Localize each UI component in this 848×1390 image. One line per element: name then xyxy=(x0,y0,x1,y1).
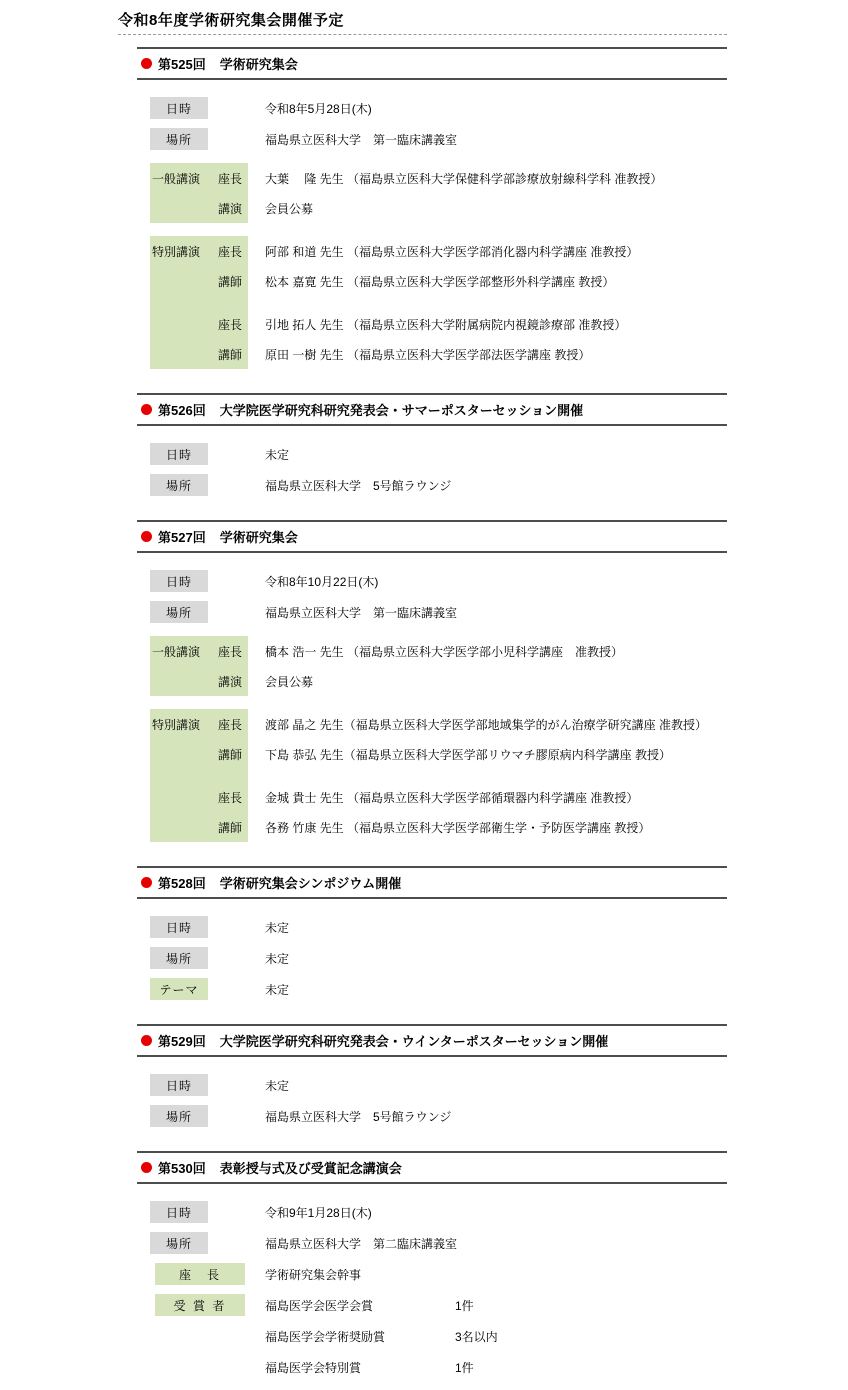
section-title: 学術研究集会 xyxy=(219,57,298,72)
lecture-role: 座長 xyxy=(212,236,248,266)
section-header xyxy=(137,393,727,426)
section-525 xyxy=(137,47,727,381)
row-value: 福島県立医科大学 第一臨床講義室 xyxy=(265,605,458,620)
lecture-role: 座長 xyxy=(212,636,248,666)
lecture-entry-text: 渡部 晶之 先生（福島県立医科大学医学部地域集学的がん治療学研究講座 准教授） xyxy=(265,717,708,732)
detail-row-place xyxy=(137,1232,727,1254)
section-number: 第529回 xyxy=(158,1034,206,1049)
row-value: 福島県立医科大学 5号館ラウンジ xyxy=(265,478,452,493)
lecture-row xyxy=(137,309,727,339)
red-bullet-icon xyxy=(141,877,152,888)
detail-row-chair xyxy=(137,1263,727,1285)
lecture-entry-text: 松本 嘉寛 先生 （福島県立医科大学医学部整形外科学講座 教授） xyxy=(265,274,615,289)
lecture-block-special xyxy=(137,236,727,369)
section-header xyxy=(137,1151,727,1184)
detail-row-place xyxy=(137,474,727,496)
row-value: 学術研究集会幹事 xyxy=(265,1267,362,1282)
lecture-entry-text: 下島 恭弘 先生（福島県立医科大学医学部リウマチ膠原病内科学講座 教授） xyxy=(265,747,672,762)
red-bullet-icon xyxy=(141,531,152,542)
lecture-category-fill xyxy=(150,193,212,223)
row-label: 場所 xyxy=(150,474,208,496)
lecture-role: 座長 xyxy=(212,709,248,739)
row-label-spacer xyxy=(155,1325,245,1347)
section-title: 大学院医学研究科研究発表会・サマーポスターセッション開催 xyxy=(219,403,584,418)
lecture-role: 講師 xyxy=(212,339,248,369)
red-bullet-icon xyxy=(141,58,152,69)
row-value: 未定 xyxy=(265,951,290,966)
detail-row-date xyxy=(137,570,727,592)
row-label: 場所 xyxy=(150,128,208,150)
row-value: 令和8年5月28日(木) xyxy=(265,101,372,116)
red-bullet-icon xyxy=(141,1162,152,1173)
section-body xyxy=(137,80,727,381)
lecture-row xyxy=(137,266,727,296)
row-value: 未定 xyxy=(265,982,290,997)
row-label: 日時 xyxy=(150,443,208,465)
section-526 xyxy=(137,393,727,508)
section-530 xyxy=(137,1151,727,1390)
award-name: 福島医学会医学会賞 xyxy=(265,1298,374,1313)
section-number: 第527回 xyxy=(158,530,206,545)
row-label: 受 賞 者 xyxy=(155,1294,245,1316)
section-title: 学術研究集会 xyxy=(219,530,298,545)
row-label: テーマ xyxy=(150,978,208,1000)
row-label: 日時 xyxy=(150,1074,208,1096)
lecture-entry-text: 各務 竹康 先生 （福島県立医科大学医学部衛生学・予防医学講座 教授） xyxy=(265,820,651,835)
award-count: 1件 xyxy=(455,1298,474,1313)
document-content xyxy=(137,47,727,1390)
lecture-entry-text: 会員公募 xyxy=(265,674,314,689)
award-row xyxy=(137,1294,727,1316)
lecture-entry-text: 大葉 隆 先生 （福島県立医科大学保健科学部診療放射線科学科 准教授） xyxy=(265,171,663,186)
row-label: 座 長 xyxy=(155,1263,245,1285)
section-title: 表彰授与式及び受賞記念講演会 xyxy=(219,1161,402,1176)
award-row xyxy=(137,1356,727,1378)
lecture-row xyxy=(137,236,727,266)
section-header xyxy=(137,866,727,899)
lecture-category-fill xyxy=(150,309,212,339)
lecture-row xyxy=(137,709,727,739)
detail-row-place xyxy=(137,1105,727,1127)
lecture-block-general xyxy=(137,163,727,223)
detail-row-date xyxy=(137,97,727,119)
award-count: 1件 xyxy=(455,1360,474,1375)
lecture-entry-text: 原田 一樹 先生 （福島県立医科大学医学部法医学講座 教授） xyxy=(265,347,591,362)
lecture-category-fill xyxy=(150,739,212,769)
section-header xyxy=(137,520,727,553)
row-value: 福島県立医科大学 第一臨床講義室 xyxy=(265,132,458,147)
lecture-row xyxy=(137,163,727,193)
row-label: 日時 xyxy=(150,916,208,938)
lecture-role-fill xyxy=(212,769,248,782)
lecture-category-fill xyxy=(150,782,212,812)
lecture-role: 座長 xyxy=(212,782,248,812)
lecture-category-fill xyxy=(150,296,212,309)
lecture-block-special xyxy=(137,709,727,842)
lecture-role: 講演 xyxy=(212,193,248,223)
detail-row-date xyxy=(137,443,727,465)
lecture-row xyxy=(137,739,727,769)
detail-row-date xyxy=(137,1201,727,1223)
section-number: 第528回 xyxy=(158,876,206,891)
red-bullet-icon xyxy=(141,1035,152,1046)
section-body xyxy=(137,899,727,1012)
row-value: 令和8年10月22日(木) xyxy=(265,574,379,589)
lecture-role: 講師 xyxy=(212,739,248,769)
lecture-entry-text: 橋本 浩一 先生 （福島県立医科大学医学部小児科学講座 准教授） xyxy=(265,644,624,659)
section-number: 第530回 xyxy=(158,1161,206,1176)
row-label: 日時 xyxy=(150,1201,208,1223)
detail-row-theme xyxy=(137,978,727,1000)
row-label: 場所 xyxy=(150,601,208,623)
lecture-row-spacer xyxy=(137,769,727,782)
row-value: 令和9年1月28日(木) xyxy=(265,1205,372,1220)
row-label: 場所 xyxy=(150,1232,208,1254)
lecture-category-fill xyxy=(150,339,212,369)
lecture-entry-text: 会員公募 xyxy=(265,201,314,216)
row-value: 未定 xyxy=(265,1078,290,1093)
row-label: 日時 xyxy=(150,570,208,592)
section-527 xyxy=(137,520,727,854)
section-528 xyxy=(137,866,727,1012)
section-body xyxy=(137,1057,727,1139)
section-header xyxy=(137,1024,727,1057)
lecture-category: 一般講演 xyxy=(150,636,212,666)
row-label-spacer xyxy=(155,1356,245,1378)
section-body xyxy=(137,1184,727,1390)
section-header xyxy=(137,47,727,80)
section-title: 学術研究集会シンポジウム開催 xyxy=(219,876,402,891)
detail-row-place xyxy=(137,128,727,150)
lecture-role: 講師 xyxy=(212,812,248,842)
lecture-entry-text: 阿部 和道 先生 （福島県立医科大学医学部消化器内科学講座 准教授） xyxy=(265,244,639,259)
section-529 xyxy=(137,1024,727,1139)
lecture-role: 講師 xyxy=(212,266,248,296)
section-body xyxy=(137,553,727,854)
section-number: 第525回 xyxy=(158,57,206,72)
award-name: 福島医学会学術奨励賞 xyxy=(265,1329,386,1344)
lecture-category-fill xyxy=(150,266,212,296)
lecture-row xyxy=(137,636,727,666)
title-underline xyxy=(118,34,727,35)
lecture-row xyxy=(137,193,727,223)
lecture-category: 特別講演 xyxy=(150,236,212,266)
lecture-category-fill xyxy=(150,666,212,696)
lecture-row-spacer xyxy=(137,296,727,309)
section-number: 第526回 xyxy=(158,403,206,418)
lecture-block-general xyxy=(137,636,727,696)
award-name: 福島医学会特別賞 xyxy=(265,1360,362,1375)
lecture-role-fill xyxy=(212,296,248,309)
lecture-role: 座長 xyxy=(212,163,248,193)
row-label: 場所 xyxy=(150,947,208,969)
lecture-row xyxy=(137,339,727,369)
row-label: 日時 xyxy=(150,97,208,119)
lecture-row xyxy=(137,782,727,812)
lecture-entry-text: 金城 貴士 先生 （福島県立医科大学医学部循環器内科学講座 准教授） xyxy=(265,790,639,805)
lecture-role: 講演 xyxy=(212,666,248,696)
row-value: 福島県立医科大学 5号館ラウンジ xyxy=(265,1109,452,1124)
lecture-category: 一般講演 xyxy=(150,163,212,193)
lecture-role: 座長 xyxy=(212,309,248,339)
lecture-category: 特別講演 xyxy=(150,709,212,739)
row-value: 福島県立医科大学 第二臨床講義室 xyxy=(265,1236,458,1251)
row-value: 未定 xyxy=(265,920,290,935)
detail-row-place xyxy=(137,601,727,623)
section-title: 大学院医学研究科研究発表会・ウインターポスターセッション開催 xyxy=(219,1034,609,1049)
award-row xyxy=(137,1325,727,1347)
section-body xyxy=(137,426,727,508)
detail-row-date xyxy=(137,916,727,938)
page-title: 令和8年度学術研究集会開催予定 xyxy=(118,12,344,29)
lecture-category-fill xyxy=(150,769,212,782)
detail-row-place xyxy=(137,947,727,969)
lecture-row xyxy=(137,812,727,842)
award-count: 3名以内 xyxy=(455,1329,498,1344)
row-value: 未定 xyxy=(265,447,290,462)
detail-row-date xyxy=(137,1074,727,1096)
lecture-category-fill xyxy=(150,812,212,842)
lecture-row xyxy=(137,666,727,696)
lecture-entry-text: 引地 拓人 先生 （福島県立医科大学附属病院内視鏡診療部 准教授） xyxy=(265,317,627,332)
red-bullet-icon xyxy=(141,404,152,415)
row-label: 場所 xyxy=(150,1105,208,1127)
